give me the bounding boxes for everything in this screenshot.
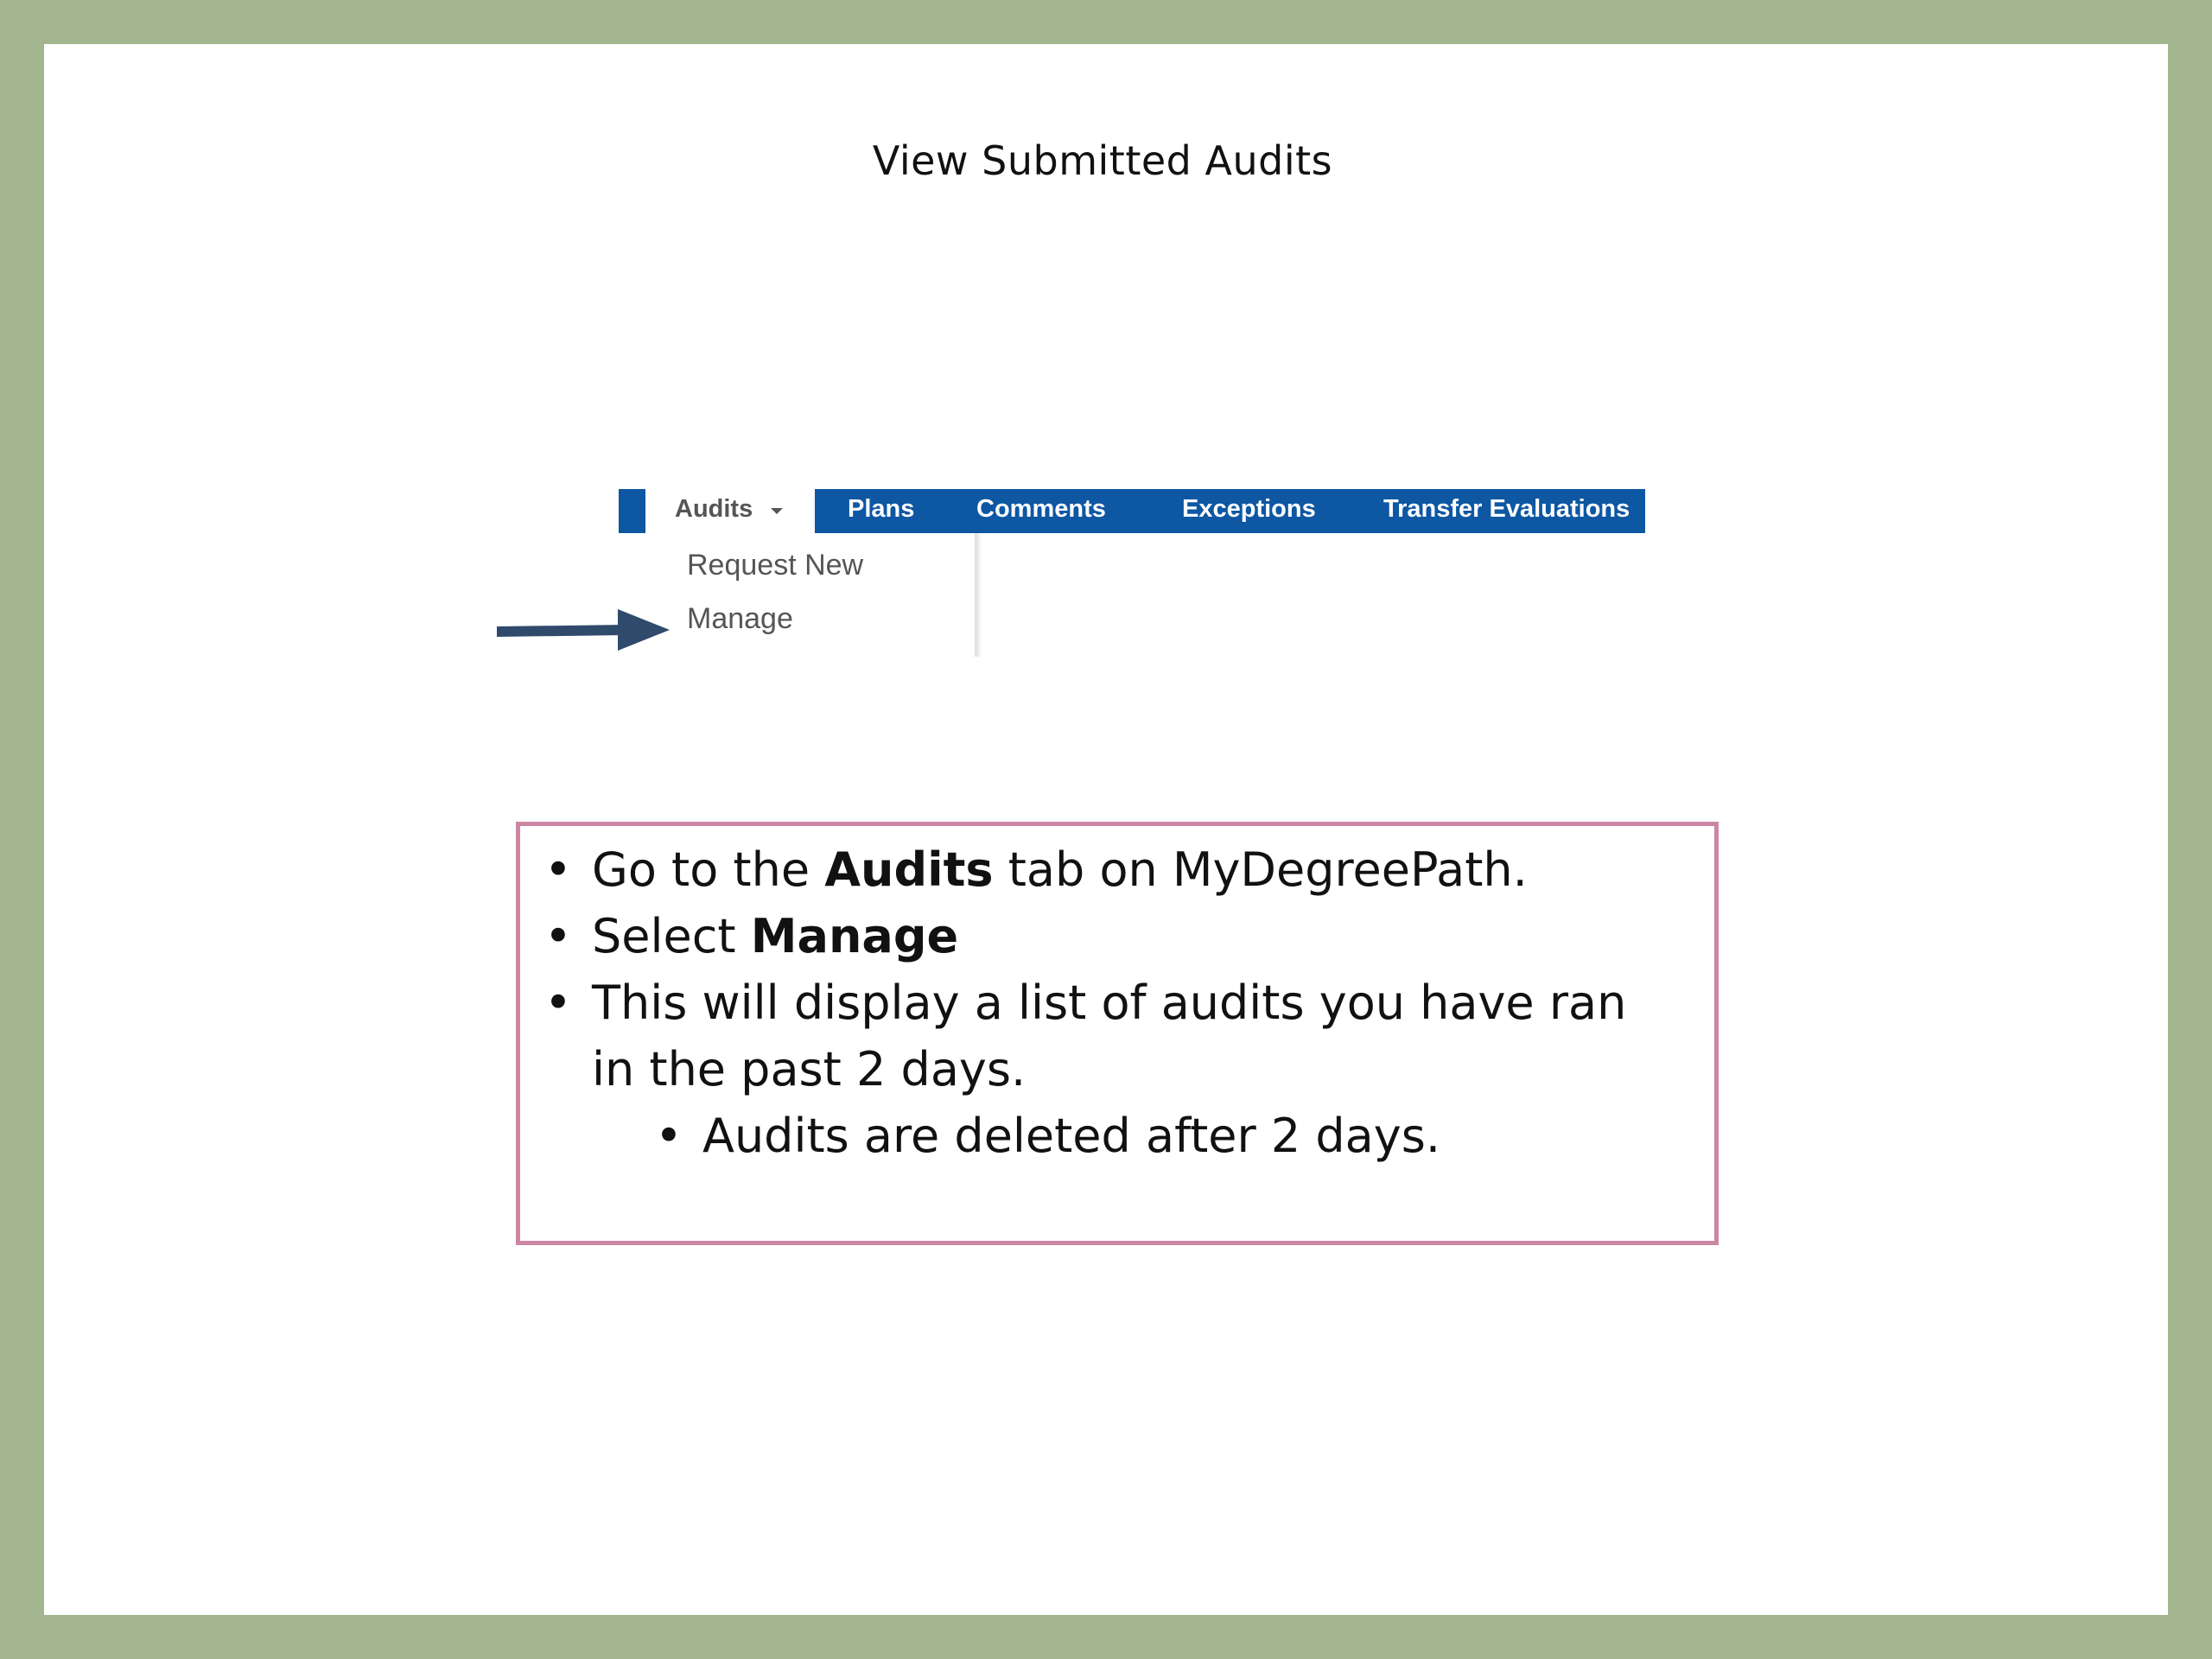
menu-item-request-new[interactable]: Request New (687, 549, 864, 582)
menu-item-manage[interactable]: Manage (687, 602, 793, 635)
bullet-icon: • (544, 909, 572, 963)
tab-audits[interactable] (645, 489, 815, 533)
nav-screenshot (619, 489, 1645, 662)
slide-title: View Submitted Audits (872, 137, 1333, 184)
list-item (520, 903, 1714, 969)
instruction-bold: Manage (750, 909, 959, 963)
tab-exceptions[interactable]: Exceptions (1182, 495, 1316, 523)
list-item-sub (520, 1103, 1714, 1169)
pointer-arrow-icon (497, 606, 675, 654)
slide (44, 44, 2168, 1615)
tab-transfer-evaluations[interactable]: Transfer Evaluations (1383, 495, 1630, 523)
instruction-text: tab on MyDegreePath. (993, 842, 1528, 897)
instruction-text: Go to the (592, 842, 825, 897)
audits-dropdown-menu (645, 533, 978, 657)
list-item (520, 836, 1714, 903)
bullet-icon: • (544, 976, 572, 1030)
instructions-box (516, 822, 1719, 1245)
instruction-text: Select (592, 909, 751, 963)
instruction-bold: Audits (824, 842, 994, 897)
bullet-icon: • (655, 1109, 683, 1163)
bullet-icon: • (544, 842, 572, 897)
list-item (520, 969, 1714, 1103)
caret-down-icon (771, 508, 783, 514)
navbar (619, 489, 1645, 533)
instruction-text: This will display a list of audits you have ran in the past 2 days. (592, 976, 1627, 1096)
instruction-text: Audits are deleted after 2 days. (702, 1109, 1441, 1163)
tab-comments[interactable]: Comments (976, 495, 1106, 523)
tab-plans[interactable]: Plans (848, 495, 915, 523)
instructions-list (520, 826, 1714, 1169)
tab-audits-label: Audits (675, 495, 753, 523)
